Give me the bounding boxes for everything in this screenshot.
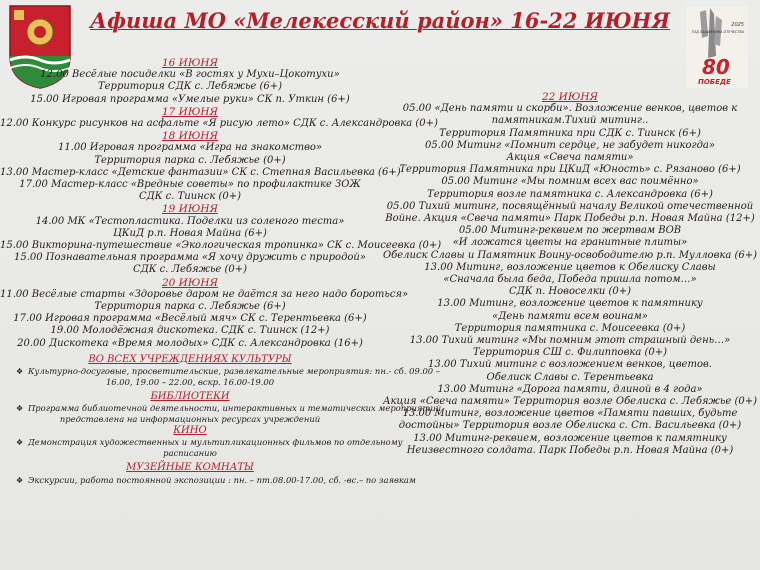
bullet-item: ❖ Культурно-досуговые, просветительские, развлекательные мероприятия: пн.- сб. 09.00 – [16, 366, 440, 377]
date-heading: 19 ИЮНЯ [161, 203, 219, 216]
event-line: Акция «Свеча памяти» Территория возле Обелиска с. Лебяжье (0+) [382, 396, 758, 408]
bullet-continuation: представлена на информационных ресурсах учреждений [59, 414, 321, 425]
event-line: Территория возле памятника с. Александровка (6+) [427, 188, 713, 200]
bullet-icon: ❖ [16, 438, 24, 448]
date-heading: 18 ИЮНЯ [161, 130, 219, 143]
svg-text:ПОБЕДЕ: ПОБЕДЕ [698, 78, 731, 86]
event-line: 05.00 Митинг «Помнит сердце, не забудет никогда» [425, 139, 715, 151]
section-heading: ВО ВСЕХ УЧРЕЖДЕНИЯХ КУЛЬТУРЫ [88, 353, 292, 365]
bullet-continuation: расписанию [163, 448, 217, 459]
left-column [0, 57, 442, 486]
date-heading: 16 ИЮНЯ [161, 57, 219, 69]
event-line: СДК с. Тиинск (0+) [138, 191, 242, 203]
event-line: 15.00 Игровая программа «Умелые руки» СК п. Уткин (6+) [30, 93, 350, 105]
event-line: 17.00 Игровая программа «Весёлый мяч» СК с. Терентьевка (6+) [13, 313, 367, 325]
event-line: 11.00 Игровая программа «Игра на знакомство» [57, 142, 323, 154]
event-line: достойны» Территория возле Обелиска с. Ст. Васильевка (0+) [398, 420, 742, 432]
event-line: Территория парка с. Лебяжье (6+) [94, 301, 286, 313]
right-column [382, 91, 758, 457]
date-heading: 17 ИЮНЯ [161, 105, 219, 118]
section-heading: КИНО [173, 425, 207, 437]
bullet-item: ❖ Программа библиотечной деятельности, интерактивных и тематических мероприятий [16, 403, 442, 414]
event-line: 15.00 Викторина-путешествие «Экологическая тропинка» СК с. Моисеевка (0+) [0, 240, 442, 252]
event-line: 13.00 Митинг «Дорога памяти, длиной в 4 года» [437, 383, 703, 395]
event-line: 13.00 Мастер-класс «Детские фантазии» СК с. Степная Васильевка (6+) [0, 166, 401, 178]
event-line: 12.00 Конкурс рисунков на асфальте «Я рисую лето» СДК с. Александровка (0+) [0, 118, 438, 130]
event-line: Акция «Свеча памяти» [506, 152, 634, 164]
bullet-continuation: 16.00, 19.00 – 22.00, вскр. 16.00-19.00 [105, 377, 275, 388]
bullet-icon: ❖ [16, 404, 24, 414]
event-line: 14.00 МК «Тестопластика. Поделки из соленого теста» [35, 215, 345, 227]
event-line: 13.00 Митинг, возложение цветов к памятнику [437, 298, 703, 310]
date-heading: 20 ИЮНЯ [161, 276, 219, 289]
event-line: Территория СШ с. Филипповка (0+) [472, 347, 668, 359]
event-line: 05.00 Тихий митинг, посвящённый началу Великой отечественной [386, 200, 754, 212]
event-line: 05.00 Митинг «Мы помним всех вас поимённо» [441, 176, 699, 188]
event-line: Войне. Акция «Свеча памяти» Парк Победы р.п. Новая Майна (12+) [385, 213, 755, 225]
event-line: 13.00 Митинг-реквием, возложение цветов к памятнику [413, 432, 727, 444]
event-line: Территория Памятника при ЦКиД «Юность» с. Рязаново (6+) [399, 164, 741, 176]
svg-text:2025: 2025 [731, 22, 744, 28]
event-line: 13.00 Тихий митинг «Мы помним этот страшный день…» [409, 335, 731, 347]
bullet-icon: ❖ [16, 367, 24, 377]
event-line: 12.00 Весёлые посиделки «В гостях у Мухи–Цокотухи» [40, 69, 340, 81]
bullet-icon: ❖ [16, 475, 24, 485]
event-line: ЦКиД р.п. Новая Майна (6+) [113, 227, 267, 239]
event-line: 15.00 Познавательная программа «Я хочу дружить с природой» [14, 252, 366, 264]
event-line: 11.00 Весёлые старты «Здоровье даром не даётся за него надо бороться» [0, 288, 409, 300]
bullet-item: ❖ Экскурсии, работа постоянной экспозиции : пн. – пт.08.00-17.00, сб. -вс.– по заявкам [16, 474, 416, 485]
event-line: 13.00 Митинг, возложение цветов к Обелиску Славы [424, 261, 716, 273]
event-line: «И ложатся цветы на гранитные плиты» [452, 237, 688, 249]
event-line: Территория памятника с. Моисеевка (0+) [454, 322, 686, 334]
section-heading: БИБЛИОТЕКИ [150, 391, 230, 403]
event-line: Территория парка с. Лебяжье (0+) [94, 154, 286, 166]
event-line: СДК п. Новоселки (0+) [508, 286, 632, 298]
event-line: 17.00 Мастер-класс «Вредные советы» по профилактике ЗОЖ [19, 179, 361, 191]
svg-text:80: 80 [702, 55, 730, 79]
bullet-item: ❖ Демонстрация художественных и мультипликационных фильмов по отдельному [16, 437, 403, 448]
date-heading: 22 ИЮНЯ [541, 91, 599, 103]
event-line: памятникам.Тихий митинг.. [491, 115, 649, 127]
svg-text:ГОД ЗАЩИТНИКА ОТЕЧЕСТВА: ГОД ЗАЩИТНИКА ОТЕЧЕСТВА [691, 30, 744, 34]
event-line: 19.00 Молодёжная дискотека. СДК с. Тиинск (12+) [50, 325, 330, 337]
event-line: «Сначала была беда, Победа пришла потом…» [443, 274, 697, 286]
event-line: Территория Памятника при СДК с. Тиинск (6+) [439, 127, 701, 139]
page-title: Афиша МО «Мелекесский район» 16-22 ИЮНЯ [90, 8, 670, 33]
event-line: 05.00 «День памяти и скорби». Возложение венков, цветов к [402, 103, 738, 115]
event-line: СДК с. Лебяжье (0+) [132, 264, 248, 276]
event-line: «День памяти всем воинам» [492, 310, 648, 322]
victory-80-emblem-icon [686, 6, 748, 88]
event-line: 13.00 Митинг, возложение цветов «Памяти павших, будьте [402, 408, 738, 420]
event-line: 13.00 Тихий митинг с возложением венков, цветов. [428, 359, 712, 371]
section-heading: МУЗЕЙНЫЕ КОМНАТЫ [126, 462, 254, 474]
event-line: Территория СДК с. Лебяжье (6+) [97, 81, 283, 93]
event-line: Обелиск Славы с. Терентьевка [486, 371, 654, 383]
event-line: Обелиск Славы и Памятник Воину-освободителю р.п. Мулловка (6+) [382, 249, 758, 261]
event-line: 20.00 Дискотека «Время молодых» СДК с. Александровка (16+) [17, 337, 363, 349]
event-line: Неизвестного солдата. Парк Победы р.п. Новая Майна (0+) [406, 444, 734, 456]
event-line: 05.00 Митинг-реквием по жертвам ВОВ [458, 225, 682, 237]
